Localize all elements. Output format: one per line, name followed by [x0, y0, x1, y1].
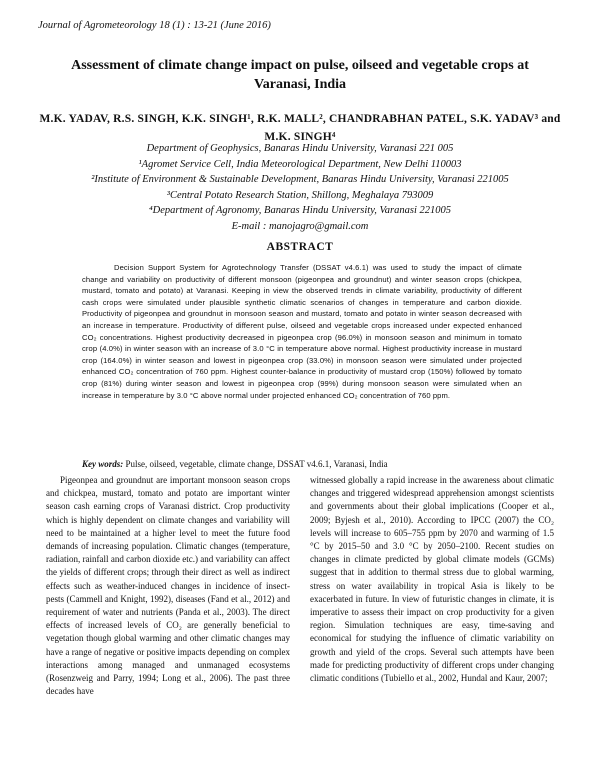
abstract-heading: ABSTRACT: [266, 241, 334, 253]
keywords-label: Key words:: [82, 459, 124, 469]
author-list: M.K. YADAV, R.S. SINGH, K.K. SINGH¹, R.K. MALL², CHANDRABHAN PATEL, S.K. YADAV³ and M.K. SINGH⁴: [39, 113, 561, 143]
affiliation-1: Department of Geophysics, Banaras Hindu University, Varanasi 221 005: [146, 143, 454, 154]
abstract-text: Decision Support System for Agrotechnology Transfer (DSSAT v4.6.1) was used to study the impact of climate change and variability on productivity of different monsoon (pigeonpea and groundnut) and winter season crops (chickpea, mustard, tomato and potato) at Varanasi. Keeping in view the observed trends in climate variability, productivity of different cash crops were simulated under plausible synthetic climatic scenarios of changes in temperature and carbon dioxide. Productivity of pigeonpea and groundnut in monsoon season and mustard, tomato and potato in winter season decreased with an increase in temperature. Productivity of different pulse, oilseed and vegetable crops increased under expected enhanced CO₂ concentrations. Highest productivity decreased in pigeonpea crop (96.0%) in monsoon season and minimum in tomato crop (4.0%) in winter season with an increase of 3.0 °C in temperature above normal. Highest productivity increase in mustard crop (164.0%) in winter season and lowest in pigeonpea crop (33.0%) in monsoon season were simulated under projected enhanced CO₂ concentration of 760 ppm. Highest counter-balance in productivity of mustard crop (150%) followed by tomato crop (81%) during winter season and lowest in pigeonpea crop (99%) during monsoon season were simulated when an increase in temperature by 3.0 °C above normal under projected enhanced CO₂ concentration of 760 ppm.: [82, 263, 522, 400]
body-column-left: [46, 474, 290, 698]
keywords: [82, 459, 542, 469]
journal-citation: Journal of Agrometeorology 18 (1) : 13-21 (June 2016): [38, 20, 271, 31]
affiliation-2: ¹Agromet Service Cell, India Meteorological Department, New Delhi 110003: [138, 158, 462, 170]
paper-title: Assessment of climate change impact on pulse, oilseed and vegetable crops at Varanasi, India: [71, 58, 529, 92]
email-address: E-mail : manojagro@gmail.com: [231, 220, 369, 232]
affiliation-4: ³Central Potato Research Station, Shillong, Meghalaya 793009: [166, 189, 434, 201]
keywords-list: Pulse, oilseed, vegetable, climate change, DSSAT v4.6.1, Varanasi, India: [123, 459, 388, 469]
body-column-right: [310, 474, 554, 685]
intro-paragraph-1: Pigeonpea and groundnut are important monsoon season crops and chickpea, mustard, tomato and potato are important winter season cash earning crops of Varanasi district. Crop productivity which is highly dependent on climate changes and variability will need to be maintained at a higher level to meet the future food demands of increasing population. Climatic changes (temperature, radiation, rainfall and carbon dioxide etc.) and variability can affect the yields of different crops; through their direct as well as indirect effects such as weather-induced changes in incidence of insect-pests (Cammell and Knight, 1992), diseases (Fand et al., 2012) and requirement of water and nutrients (Panda et al., 2003). The direct effects of increased levels of CO₂ are generally beneficial to vegetation though global warming and other climatic changes may have a range of negative or positive impacts depending on complex interactions among managed and unmanaged ecosystems (Rosenzweig and Parry, 1994; Long et al., 2006). The past three decades have: [46, 475, 290, 697]
affiliations: [40, 141, 560, 234]
affiliation-3: ²Institute of Environment & Sustainable Development, Banaras Hindu University, Varanasi 221005: [91, 174, 509, 185]
affiliation-5: ⁴Department of Agronomy, Banaras Hindu University, Varanasi 221005: [148, 205, 452, 216]
intro-paragraph-2: witnessed globally a rapid increase in the awareness about climatic changes and triggered widespread apprehension amongst scientists and governments about their global implications (Cooper et al., 2009; Byjesh et al., 2010). According to IPCC (2007) the CO₂ levels will increase to 605–755 ppm by 2070 and warming of 1.5 °C by 2015–50 and 3.0 °C by 2050–2100. Recent studies on changes in climate predicted by global climate models (GCMs) suggest that in addition to thermal stress due to global warming, stress on water availability in tropical Asia is likely to be exacerbated in future. In view of futuristic changes in climate, it is imperative to assess their impact on crop productivity for a given region. Simulation techniques are easy, time-saving and economical for studying the influence of climatic variability on growth and yield of the crops. Several such attempts have been made for predicting productivity of different crops under changing climatic conditions (Tubiello et al., 2002, Hundal and Kaur, 2007;: [310, 475, 554, 684]
